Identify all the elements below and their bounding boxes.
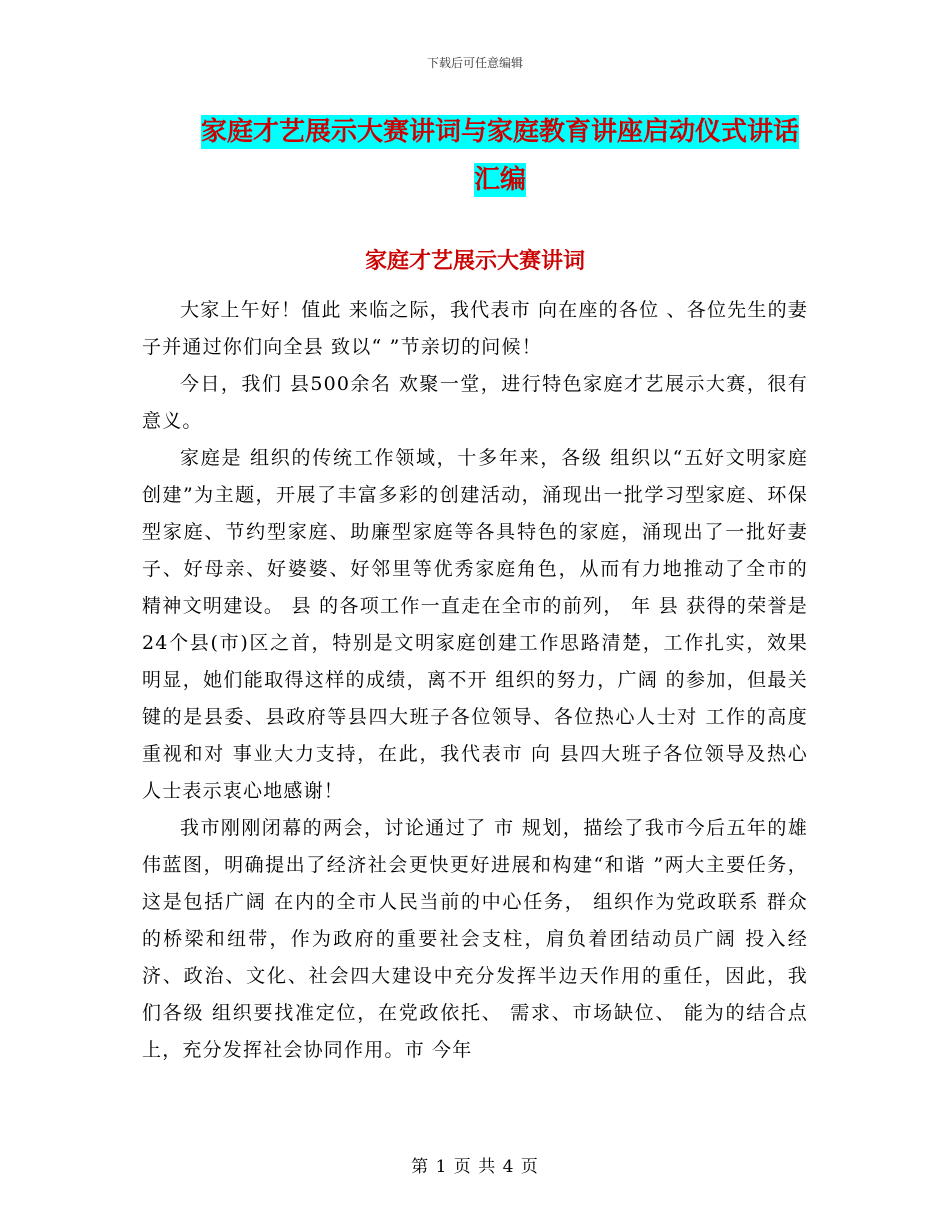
paragraph-greeting: 大家上午好！值此 来临之际，我代表市 向在座的各位 、各位先生的妻子并通过你们向全县 致以“ ”节亲切的问候！	[142, 299, 808, 358]
header-note: 下载后可任意编辑	[426, 56, 523, 70]
document-title-text: 家庭才艺展示大赛讲词与家庭教育讲座启动仪式讲话汇编	[200, 117, 799, 195]
paragraph-family-work: 家庭是 组织的传统工作领域，十多年来，各级 组织以“五好文明家庭创建”为主题，开展了丰富多彩的创建活动，涌现出一批学习型家庭、环保型家庭、节约型家庭、助廉型家庭等各具特色的家庭，涌现出了一批好妻子、好母亲、好婆婆、好邻里等优秀家庭角色，从而有力地推动了全市的精神文明建设。 县 的各项工作一直走在全市的前列， 年 县 获得的荣誉是24个县(市)区之首，特别是文明家庭创建工作思路清楚，工作扎实，效果明显，她们能取得这样的成绩，离不开 组织的努力，广阔 的参加，但最关键的是县委、县政府等县四大班子各位领导、各位热心人士对 工作的高度重视和对 事业大力支持，在此，我代表市 向 县四大班子各位领导及热心人士表示衷心地感谢！	[142, 447, 808, 802]
section-title: 家庭才艺展示大赛讲词	[364, 249, 585, 274]
page-footer: 第 1 页 共 4 页	[411, 1157, 539, 1177]
paragraph-city-meeting: 我市刚刚闭幕的两会，讨论通过了 市 规划，描绘了我市今后五年的雄伟蓝图，明确提出了经济社会更快更好进展和构建“和谐 ”两大主要任务，这是包括广阔 在内的全市人民当前的中心任务， 组织作为党政联系 群众的桥梁和纽带，作为政府的重要社会支柱，肩负着团结动员广阔 投入经济、政治、文化、社会四大建设中充分发挥半边天作用的重任，因此，我们各级 组织要找准定位，在党政依托、 需求、市场缺位、 能为的结合点上，充分发挥社会协同作用。市 今年	[142, 817, 808, 1061]
paragraph-today: 今日，我们 县500余名 欢聚一堂，进行特色家庭才艺展示大赛，很有意义。	[142, 373, 808, 432]
document-body	[142, 292, 808, 1069]
document-title	[190, 108, 810, 204]
